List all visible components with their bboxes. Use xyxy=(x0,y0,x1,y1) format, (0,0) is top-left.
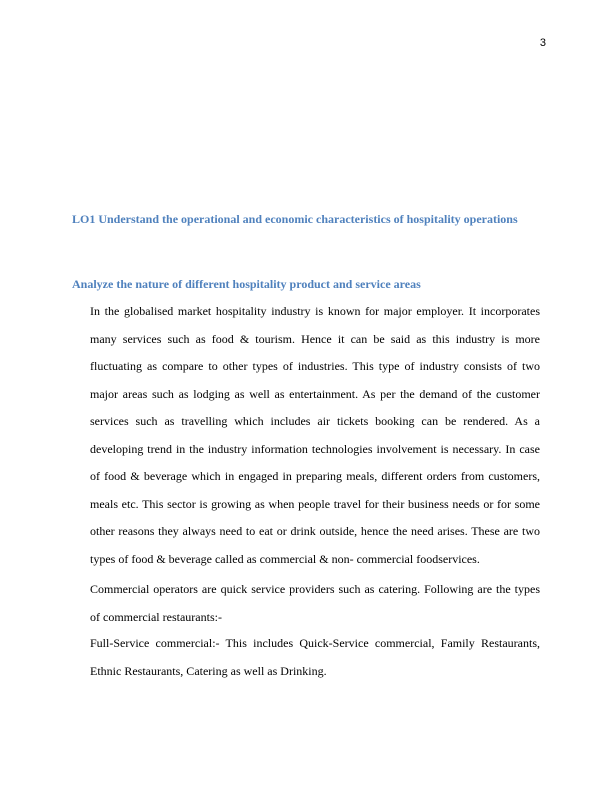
paragraph-text: In the globalised market hospitality industry is known for major employer. It incorporates many services such as food & tourism. Hence it can be said as this industry is more fluctuating as compare to other types of industries. This type of industry consists of two major areas such as lodging as well as entertainment. As per the demand of the customer services such as travelling which includes air tickets booking can be rendered. As a developing trend in the industry information technologies involvement is necessary. In case of food & beverage which in engaged in preparing meals, different orders from customers, meals etc. This sector is growing as when people travel for their business needs or for some other reasons they always need to eat or drink outside, hence the need arises. These are two types of food & beverage called as commercial & non- commercial foodservices. xyxy=(90,304,540,566)
body-paragraph-1 xyxy=(90,298,540,573)
body-paragraph-2 xyxy=(90,576,540,631)
paragraph-text: Commercial operators are quick service providers such as catering. Following are the types of commercial restaurants:- xyxy=(90,582,540,624)
paragraph-text: Full-Service commercial:- This includes Quick-Service commercial, Family Restaurants, Ethnic Restaurants, Catering as well as Drinking. xyxy=(90,636,540,678)
section-heading-lo1: LO1 Understand the operational and economic characteristics of hospitality operations xyxy=(72,212,518,226)
page-number: 3 xyxy=(539,37,546,49)
body-paragraph-3 xyxy=(90,630,540,685)
subsection-heading-analyze: Analyze the nature of different hospitality product and service areas xyxy=(72,277,421,291)
